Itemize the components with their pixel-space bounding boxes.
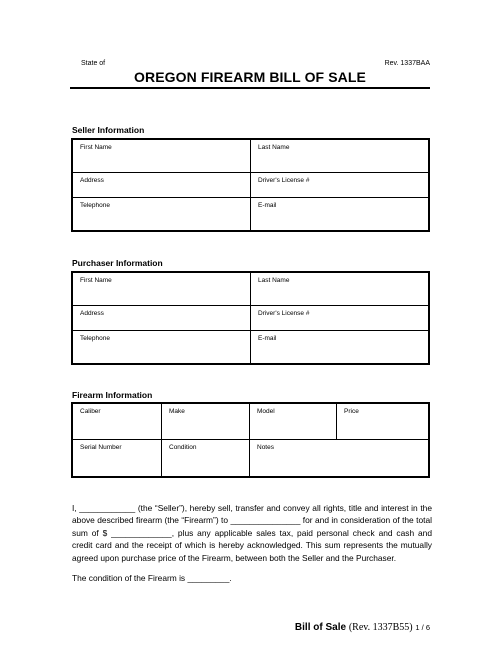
seller-license-field[interactable]: Driver's License # (251, 173, 429, 198)
purchaser-address-field[interactable]: Address (73, 306, 251, 331)
caliber-field[interactable]: Caliber (73, 404, 162, 440)
seller-email-field[interactable]: E-mail (251, 198, 429, 231)
condition-field[interactable]: Condition (162, 440, 250, 477)
footer-page-number: 1 / 6 (415, 623, 430, 632)
purchaser-telephone-field[interactable]: Telephone (73, 331, 251, 364)
firearm-table (72, 403, 429, 477)
purchaser-last-name-field[interactable]: Last Name (251, 273, 429, 306)
footer-doc-name: Bill of Sale (294, 622, 347, 633)
serial-number-field[interactable]: Serial Number (73, 440, 162, 477)
purchaser-first-name-field[interactable]: First Name (73, 273, 251, 306)
notes-field[interactable]: Notes (250, 440, 429, 477)
firearm-section-heading: Firearm Information (72, 390, 153, 400)
revision-code: Rev. 1337BAA (384, 60, 430, 67)
state-label: State of (81, 60, 106, 67)
seller-last-name-field[interactable]: Last Name (251, 140, 429, 173)
seller-first-name-field[interactable]: First Name (73, 140, 251, 173)
sale-statement-paragraph: I, ____________ (the “Seller”), hereby sell, transfer and convey all rights, title and interest in the above described firearm (the “Firearm”) to _______________ for and in consideration of the total sum of $ _____________, plus any applicable sales tax, paid personal check and cash and credit card and the receipt of which is hereby acknowledged. This sum represents the mutually agreed upon purchase price of the Firearm, between both the Seller and the Purchaser. (72, 503, 432, 563)
page-footer (295, 622, 430, 633)
seller-table (72, 139, 429, 231)
purchaser-section-heading: Purchaser Information (72, 258, 163, 268)
footer-revision: (Rev. 1337B55) (348, 622, 413, 633)
purchaser-license-field[interactable]: Driver's License # (251, 306, 429, 331)
seller-telephone-field[interactable]: Telephone (73, 198, 251, 231)
model-field[interactable]: Model (250, 404, 337, 440)
purchaser-table (72, 272, 429, 364)
document-title: OREGON FIREARM BILL OF SALE (134, 69, 366, 85)
make-field[interactable]: Make (162, 404, 250, 440)
price-field[interactable]: Price (337, 404, 429, 440)
purchaser-email-field[interactable]: E-mail (251, 331, 429, 364)
seller-section-heading: Seller Information (72, 125, 145, 135)
condition-statement: The condition of the Firearm is _________. (72, 573, 232, 583)
seller-address-field[interactable]: Address (73, 173, 251, 198)
title-divider (70, 87, 430, 89)
